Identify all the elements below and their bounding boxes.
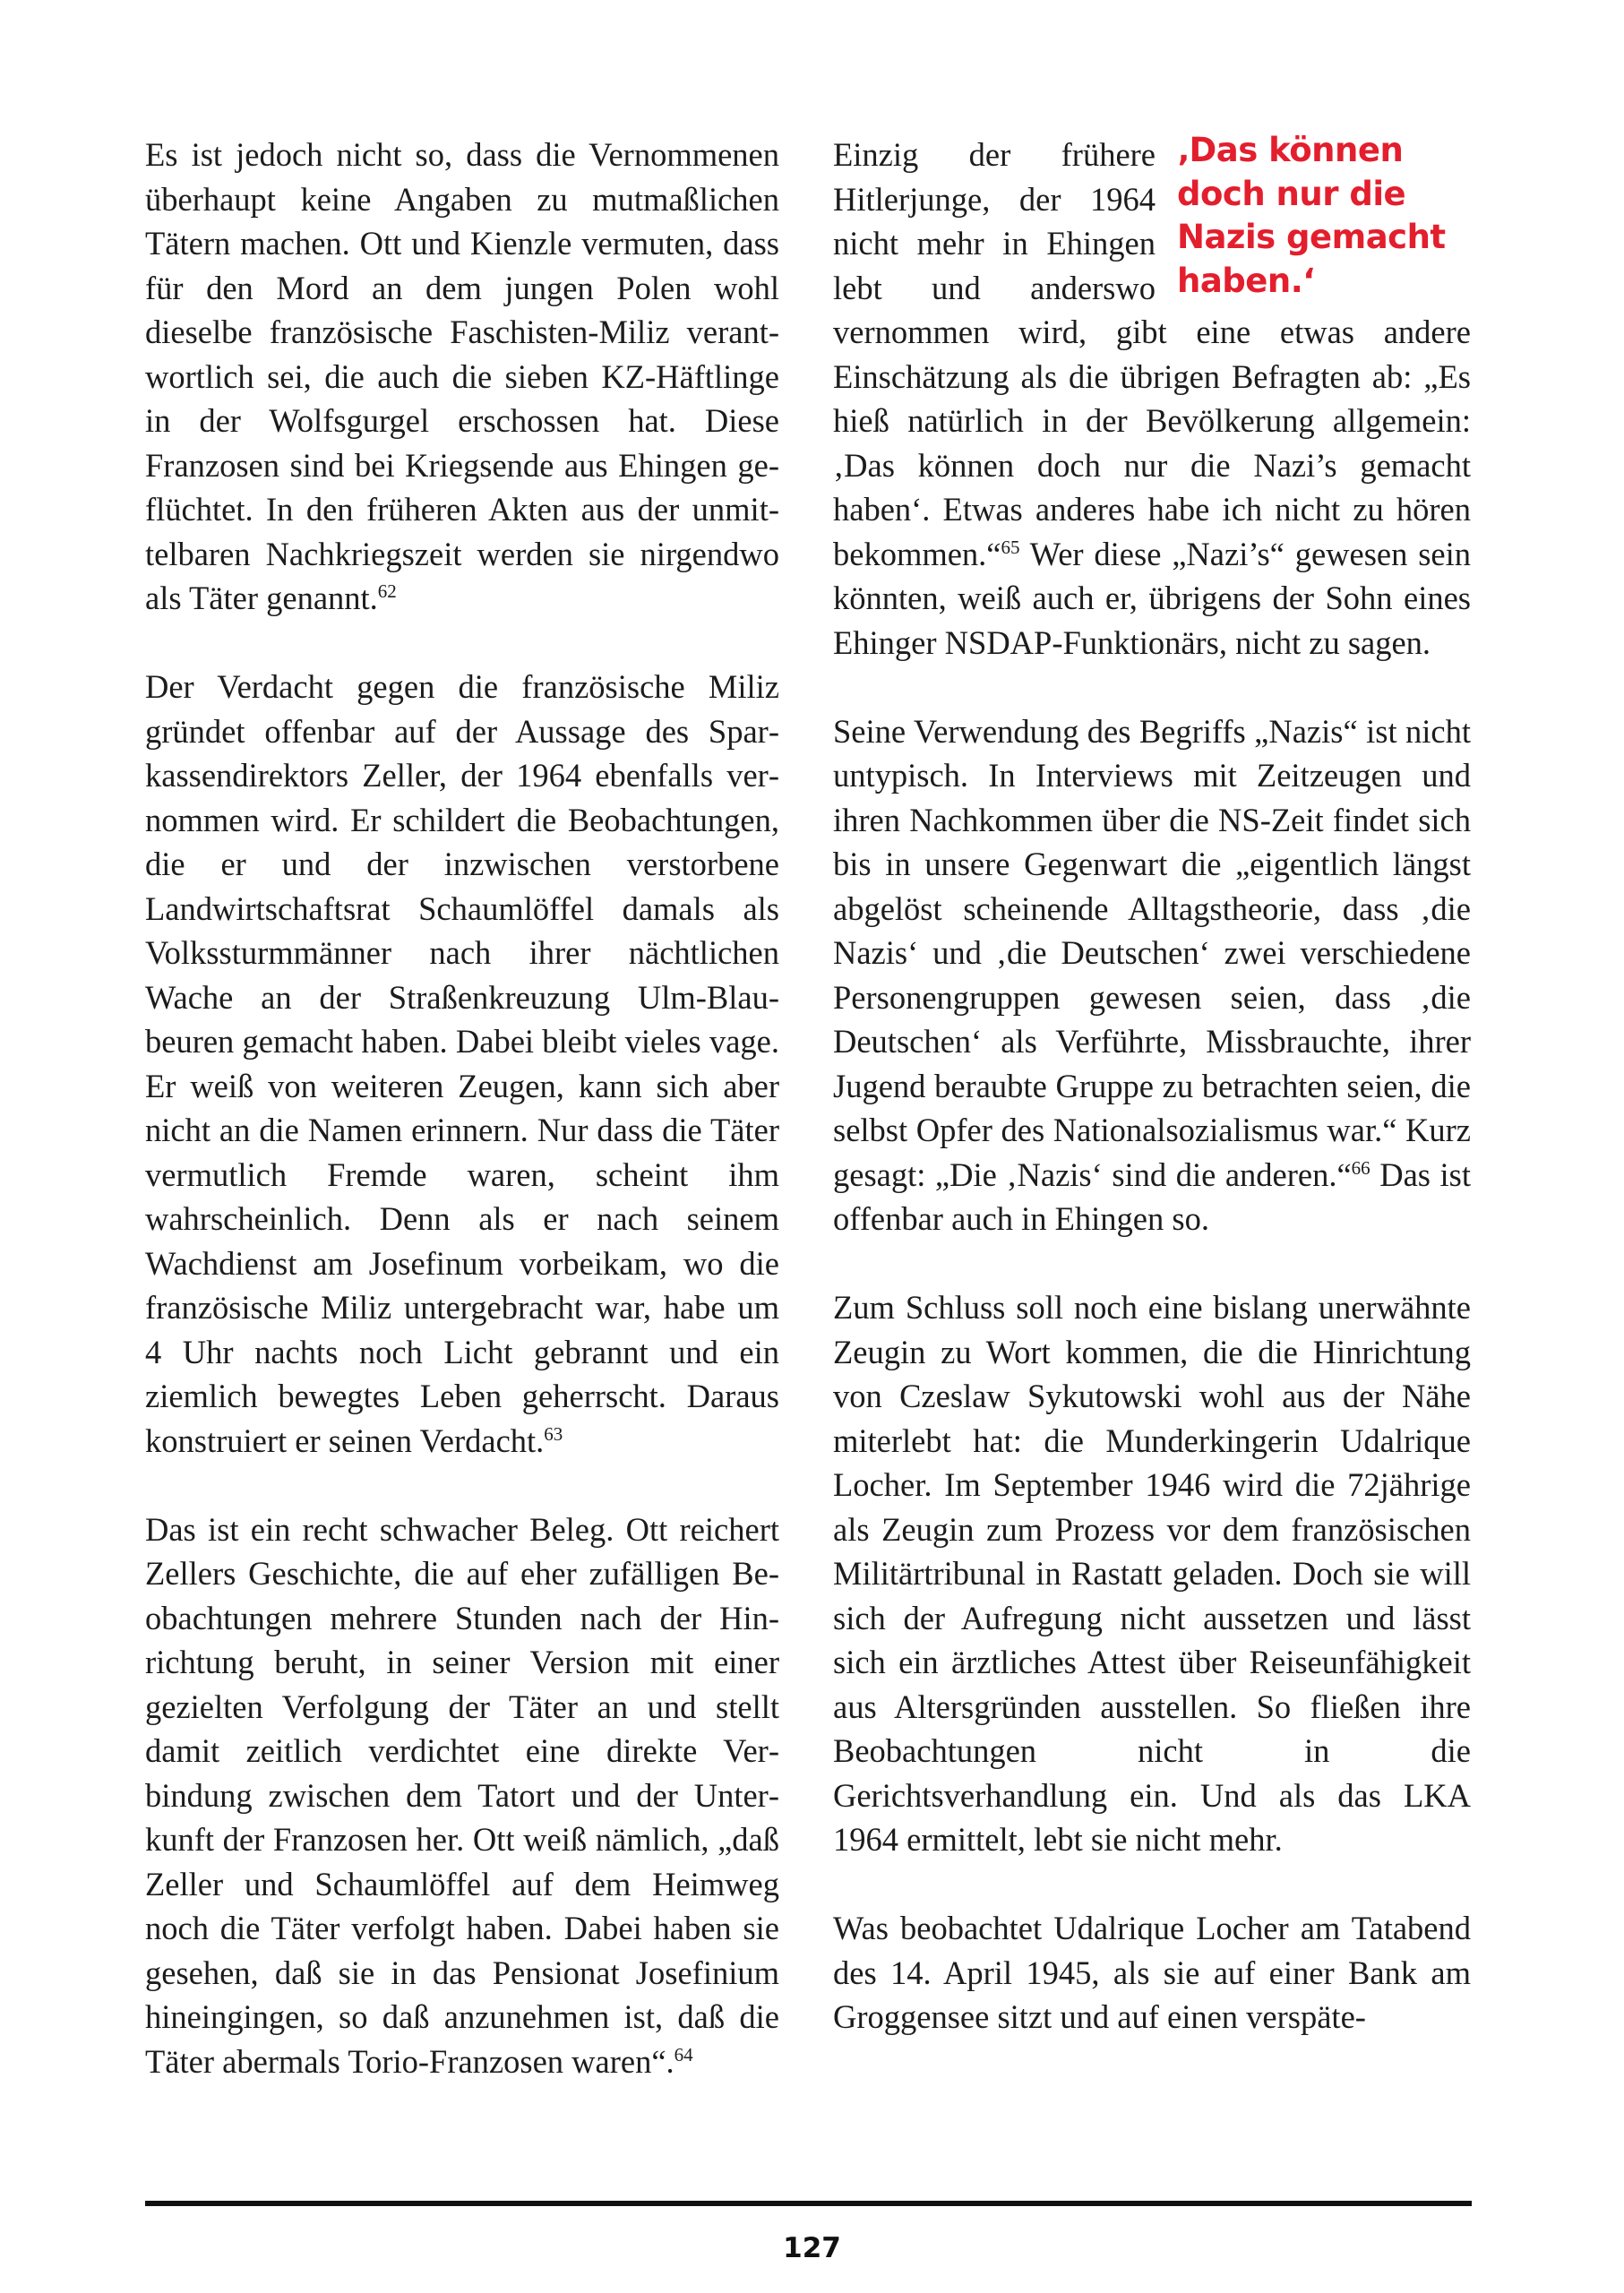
footnote-marker-64: 64 <box>674 2043 693 2065</box>
paragraph-right-2: Seine Verwendung des Begriffs „Nazis“ ist nicht untypisch. In Interviews mit Zeitzeugen und ihren Nachkommen über die NS-Zeit findet sich bis in unsere Gegenwart die „eigentlich längst abgelöst scheinende Alltagstheorie, dass ‚die Nazis‘ und ‚die Deutschen‘ zwei verschiedene Personengruppen gewesen seien, dass ‚die Deutschen‘ als Verführte, Missbrauchte, ihrer Jugend beraubte Gruppe zu betrachten seien, die selbst Opfer des Nationalsozialismus war.“ Kurz gesagt: „Die ‚Nazis‘ sind die anderen.“$^{66}$ Das ist offenbar auch in Ehingen so. <box>833 712 1471 1237</box>
paragraph-right-1: Einzig der frühere Hitlerjunge, der 1964 nicht mehr in Ehingen lebt und anderswo vernommen wird, gibt eine etwas andere Einschätzung als die übrigen Befragten ab: „Es hieß natürlich in der Bevölkerung allgemein: ‚Das können doch nur die Nazi’s gemacht haben‘. Etwas anderes habe ich nicht zu hören bekommen.“$^{65}$ Wer diese „Nazi’s“ gewesen sein könnten, weiß auch er, übrigens der Sohn eines Ehinger NSDAP-Funktionärs, nicht zu sagen. <box>833 136 1471 661</box>
footer-rule <box>145 2201 1472 2206</box>
paragraph-left-1: Es ist jedoch nicht so, dass die Vernommenen überhaupt keine Angaben zu mutmaßlichen Tätern machen. Ott und Kienzle vermuten, dass für den Mord an dem jungen Polen wohl dieselbe französische Faschisten-Miliz verantwortlich sei, die auch die sieben KZ-Häftlinge in der Wolfsgurgel erschossen hat. Diese Franzosen sind bei Kriegsende aus Ehingen geflüchtet. In den früheren Akten aus der unmittelbaren Nachkriegszeit werden sie nirgendwo als Täter genannt.$^{62}$ <box>145 136 779 616</box>
footnote-marker-65: 65 <box>1001 536 1020 558</box>
paragraph-right-4: Was beobachtet Udalrique Locher am Tatabend des 14. April 1945, als sie auf einer Bank am Groggensee sitzt und auf einen verspäte- <box>833 1910 1471 2035</box>
footnote-marker-63: 63 <box>544 1422 563 1445</box>
footnote-marker-66: 66 <box>1351 1156 1371 1179</box>
paragraph-left-2: Der Verdacht gegen die französische Miliz gründet offenbar auf der Aussage des Sparkassendirektors Zeller, der 1964 ebenfalls vernommen wird. Er schildert die Beobachtungen, die er und der inzwischen verstorbene Landwirtschaftsrat Schaumlöffel damals als Volkssturmmänner nach ihrer nächtlichen Wache an der Straßenkreuzung Ulm-Blaubeuren gemacht haben. Dabei bleibt vieles vage. Er weiß von weiteren Zeugen, kann sich aber nicht an die Namen erinnern. Nur dass die Täter vermutlich Fremde waren, scheint ihm wahrscheinlich. Denn als er nach seinem Wachdienst am Josefinum vorbeikam, wo die französische Miliz untergebracht war, habe um 4 Uhr nachts noch Licht gebrannt und ein ziemlich bewegtes Leben geherrscht. Daraus konstruiert er seinen Verdacht.$^{63}$ <box>145 668 779 1459</box>
page-number: 127 <box>783 2232 841 2264</box>
paragraph-left-3: Das ist ein recht schwacher Beleg. Ott reichert Zellers Geschichte, die auf eher zufälligen Beobachtungen mehrere Stunden nach der Hinrichtung beruht, in seiner Version mit einer gezielten Verfolgung der Täter an und stellt damit zeitlich verdichtet eine direkte Verbindung zwischen dem Tatort und der Unterkunft der Franzosen her. Ott weiß nämlich, „daß Zeller und Schaumlöffel auf dem Heimweg noch die Täter verfolgt haben. Dabei haben sie gesehen, daß sie in das Pensionat Josefinium hineingingen, so daß anzunehmen ist, daß die Täter abermals Torio-Franzosen waren“.$^{64}$ <box>145 1510 779 2080</box>
footnote-marker-62: 62 <box>377 580 397 602</box>
paragraph-right-3: Zum Schluss soll noch eine bislang unerwähnte Zeugin zu Wort kommen, die die Hinrichtung von Czeslaw Sykutowski wohl aus der Nähe miterlebt hat: die Munderkingerin Udalrique Locher. Im September 1946 wird die 72jährige als Zeugin zum Prozess vor dem französischen Militärtribunal in Rastatt geladen. Doch sie will sich der Aufregung nicht aussetzen und lässt sich ein ärztliches Attest über Reiseunfähigkeit aus Altersgründen ausstellen. So fließen ihre Beobachtungen nicht in die Gerichtsverhandlung ein. Und als das LKA 1964 ermittelt, lebt sie nicht mehr. <box>833 1289 1471 1858</box>
left-column <box>145 133 779 2128</box>
right-column <box>833 133 1471 2083</box>
pull-quote: ‚Das können doch nur die Nazis gemacht haben.‘ <box>1177 131 1446 300</box>
